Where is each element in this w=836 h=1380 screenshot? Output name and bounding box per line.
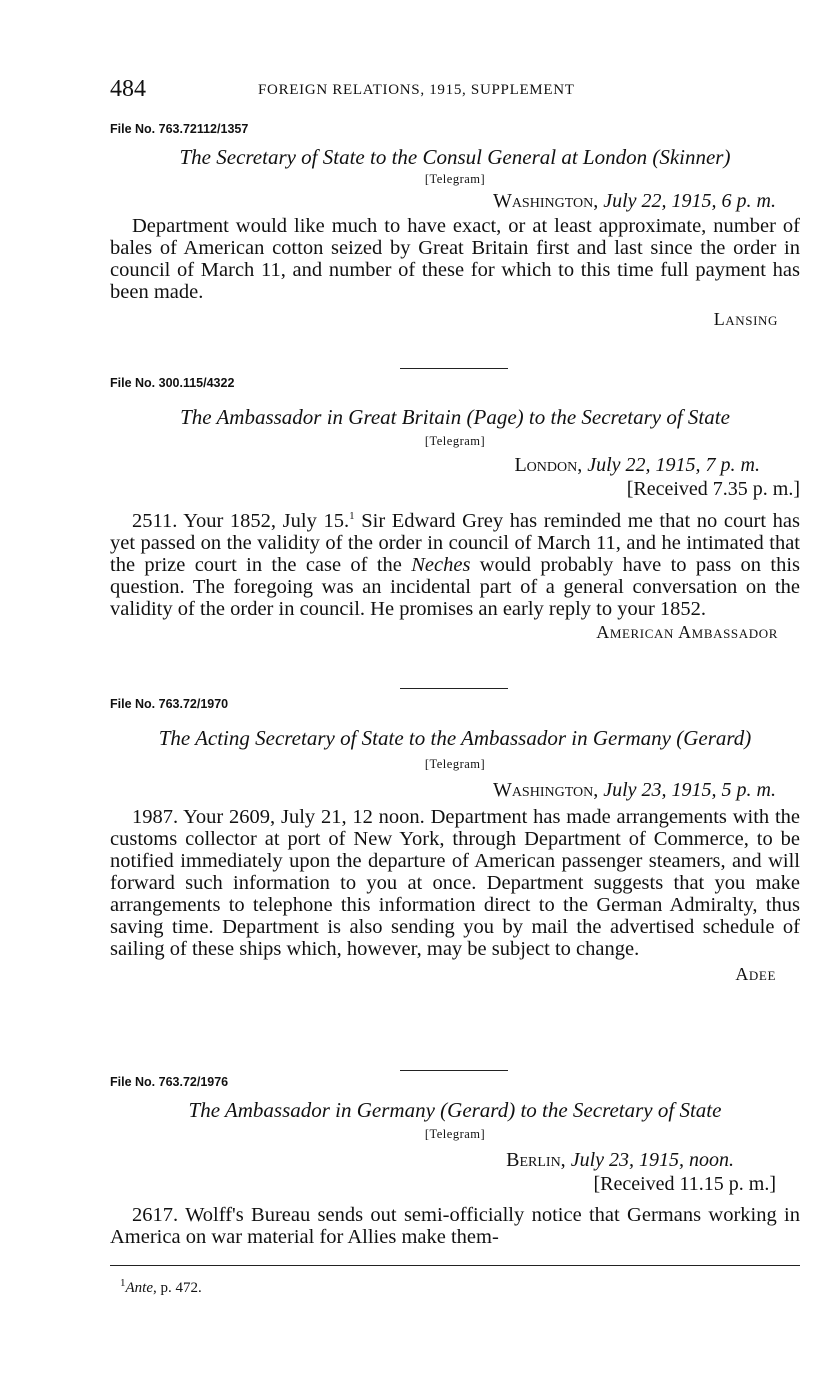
footnote-rule [110, 1265, 800, 1266]
document-heading: The Ambassador in Germany (Gerard) to the Secretary of State [188, 1098, 722, 1122]
file-number: File No. 300.115/4322 [110, 376, 235, 390]
file-number: File No. 763.72/1976 [110, 1075, 229, 1089]
section-divider [400, 1070, 508, 1071]
file-number: File No. 763.72/1970 [110, 697, 229, 711]
footnote-ref-word: Ante [125, 1280, 153, 1296]
document-heading: The Acting Secretary of State to the Ambassador in Germany (Gerard) [158, 726, 752, 750]
signature: American Ambassador [596, 621, 778, 642]
journal-title: FOREIGN RELATIONS, 1915, SUPPLEMENT [258, 82, 575, 98]
dateline: Washington, July 23, 1915, 5 p. m. [492, 779, 776, 801]
document-4 [110, 1075, 800, 1248]
footnote-marker: 1 [120, 1277, 126, 1289]
footnote-ref: 1 [349, 510, 355, 522]
document-heading: The Secretary of State to the Consul General at London (Skinner) [179, 145, 731, 169]
dateline: Berlin, July 23, 1915, noon. [506, 1149, 734, 1171]
signature: Adee [735, 964, 776, 984]
paragraph: 2511. Your 1852, July 15.$^1$ Sir Edward Grey has reminded me that no court has yet passed on the validity of the order in council of March 11, and he intimated that the prize court in the case of the Neches would probably have to pass on this question. The foregoing was an incidental part of a general conversation on the validity of the order in council. He promises an early reply to your 1852. [110, 509, 800, 620]
telegram-label: [Telegram] [424, 757, 486, 771]
document-1 [110, 122, 800, 330]
footnote-text: , p. 472. [153, 1280, 202, 1296]
telegram-label: [Telegram] [424, 434, 486, 448]
received-line: [Received 11.15 p. m.] [593, 1173, 776, 1195]
dateline: Washington, July 22, 1915, 6 p. m. [492, 190, 776, 212]
paragraph: 1987. Your 2609, July 21, 12 noon. Department has made arrangements with the customs collector at port of New York, through Department of Commerce, to be notified immediately upon the departure of American passenger steamers, and will forward such information to you at once. Department suggests that you make arrangements to telephone this information direct to the German Admiralty, thus saving time. Department is also sending you by mail the advertised schedule of sailing of these ships which, however, may be subject to change. [110, 806, 800, 960]
section-divider [400, 688, 508, 689]
document-3 [110, 697, 800, 985]
paragraph: Department would like much to have exact, or at least approximate, number of bales of American cotton seized by Great Britain first and last since the order in council of March 11, and number of these for which to this time full payment has been made. [110, 215, 800, 303]
document-2 [110, 376, 800, 643]
document-heading: The Ambassador in Great Britain (Page) to the Secretary of State [180, 405, 730, 429]
paragraph: 2617. Wolff's Bureau sends out semi-officially notice that Germans working in America on war material for Allies make them- [110, 1204, 800, 1248]
telegram-label: [Telegram] [424, 172, 486, 186]
running-head [110, 76, 800, 102]
footnote [120, 1277, 202, 1297]
ship-name: Neches [411, 553, 471, 576]
signature: Lansing [713, 309, 778, 329]
file-number: File No. 763.72112/1357 [110, 122, 249, 136]
section-divider [400, 368, 508, 369]
page-number: 484 [110, 76, 146, 102]
dateline: London, July 22, 1915, 7 p. m. [514, 454, 760, 476]
received-line: [Received 7.35 p. m.] [626, 478, 800, 500]
document-page [110, 0, 800, 1380]
telegram-label: [Telegram] [424, 1127, 486, 1141]
